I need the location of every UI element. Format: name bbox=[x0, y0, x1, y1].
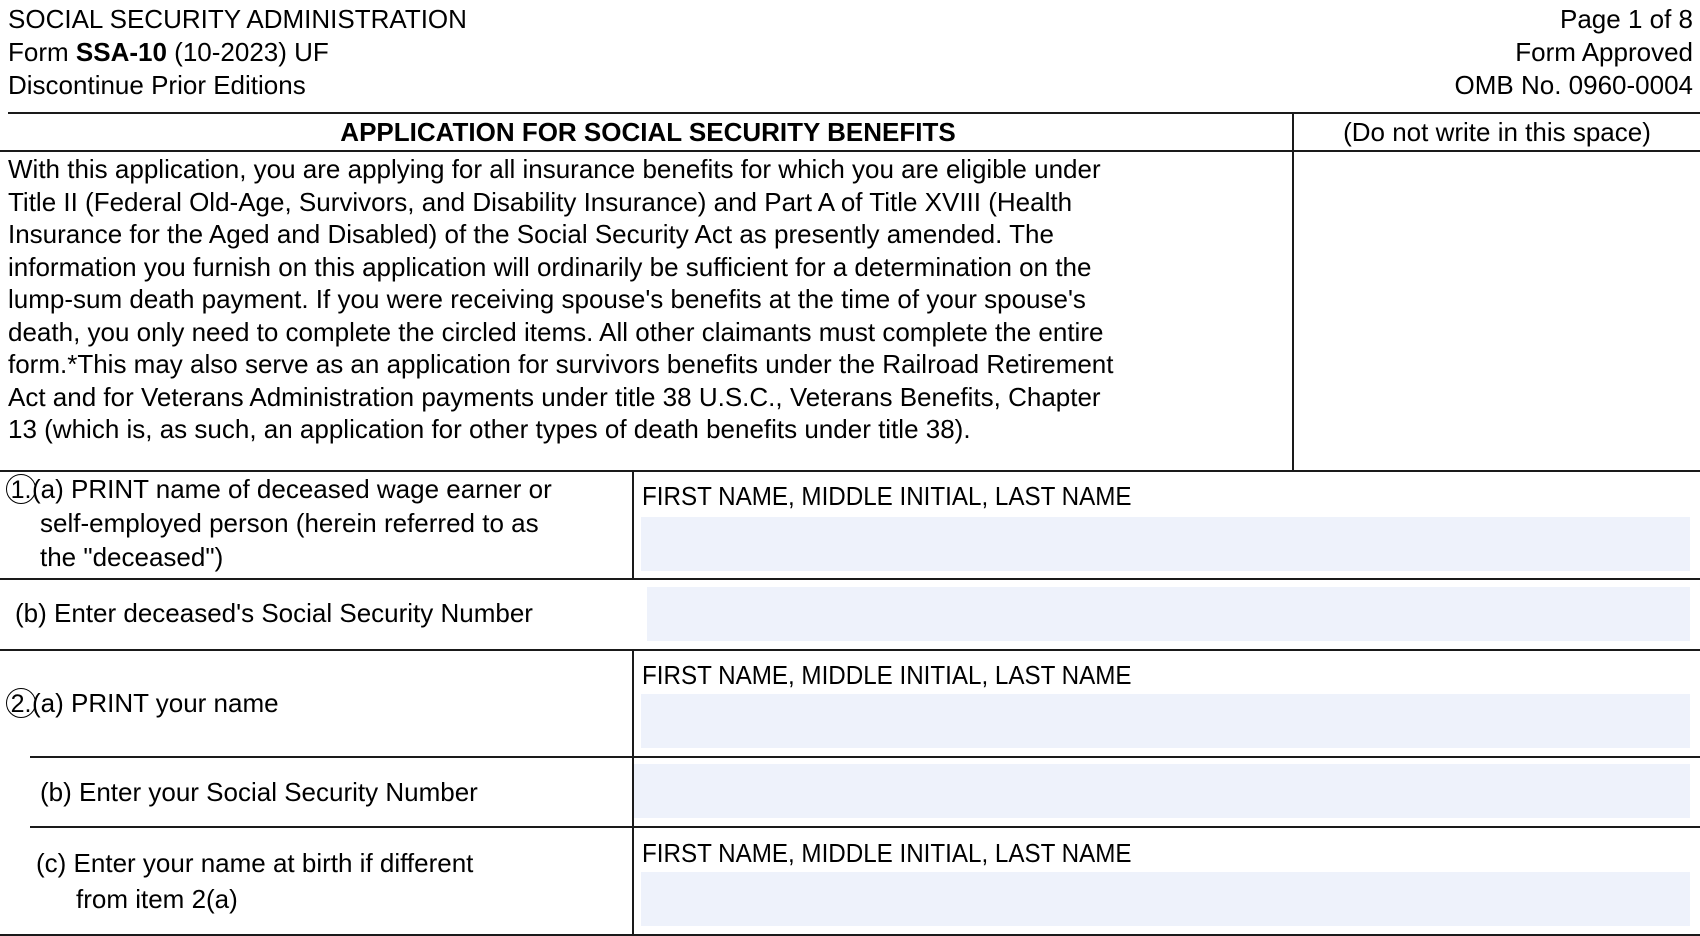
intro-line: Insurance for the Aged and Disabled) of the Social Security Act as presently amended. The bbox=[8, 219, 1054, 249]
discontinue-notice: Discontinue Prior Editions bbox=[8, 70, 306, 100]
circled-item-number: 1. bbox=[6, 474, 36, 504]
intro-line: death, you only need to complete the circled items. All other claimants must complete the entire bbox=[8, 316, 1104, 347]
intro-line: lump-sum death payment. If you were receiving spouse's benefits at the time of your spouse's bbox=[8, 284, 1086, 314]
item-1b-label: (b) Enter deceased's Social Security Number bbox=[15, 598, 533, 628]
circled-item-number: 2. bbox=[6, 688, 36, 718]
item-1a-hint: FIRST NAME, MIDDLE INITIAL, LAST NAME bbox=[642, 481, 1132, 511]
deceased-ssn-input[interactable] bbox=[647, 587, 1690, 641]
row-divider bbox=[0, 649, 1700, 651]
title-divider bbox=[0, 150, 1700, 152]
agency-name: SOCIAL SECURITY ADMINISTRATION bbox=[8, 4, 467, 34]
row-divider bbox=[30, 756, 1700, 758]
office-use-label: (Do not write in this space) bbox=[1343, 117, 1651, 147]
your-ssn-input[interactable] bbox=[634, 764, 1690, 818]
form-suffix: (10-2023) UF bbox=[166, 37, 329, 67]
item-2a-label bbox=[6, 687, 279, 720]
item-2c-label: (c) Enter your name at birth if different bbox=[36, 848, 474, 878]
office-use-divider bbox=[1292, 113, 1294, 471]
intro-line: With this application, you are applying for all insurance benefits for which you are eligible under bbox=[8, 154, 1101, 184]
intro-line: Act and for Veterans Administration payments under title 38 U.S.C., Veterans Benefits, Chapter bbox=[8, 381, 1101, 412]
intro-line: Title II (Federal Old-Age, Survivors, and Disability Insurance) and Part A of Title XVIII (Health bbox=[8, 186, 1073, 217]
item-2b-label: (b) Enter your Social Security Number bbox=[40, 777, 478, 807]
intro-paragraph bbox=[8, 153, 1288, 446]
form-number bbox=[8, 36, 329, 69]
item-1a-label bbox=[6, 473, 552, 506]
row-divider bbox=[0, 578, 1700, 580]
form-id: SSA-10 bbox=[75, 37, 167, 67]
item-1a-line: the "deceased") bbox=[40, 542, 224, 572]
item-2a-hint: FIRST NAME, MIDDLE INITIAL, LAST NAME bbox=[642, 660, 1132, 690]
intro-line: form.*This may also serve as an application for survivors benefits under the Railroad Retirement bbox=[8, 349, 1114, 379]
column-divider bbox=[632, 471, 634, 579]
item-1a-line: self-employed person (herein referred to as bbox=[40, 508, 539, 538]
your-name-input[interactable] bbox=[641, 694, 1690, 748]
form-prefix: Form bbox=[8, 37, 76, 67]
item-1a-line: (a) PRINT name of deceased wage earner or bbox=[32, 474, 552, 504]
deceased-name-input[interactable] bbox=[641, 517, 1690, 571]
row-divider bbox=[30, 826, 1700, 828]
intro-line: 13 (which is, as such, an application for other types of death benefits under title 38). bbox=[8, 414, 971, 444]
page-indicator: Page 1 of 8 bbox=[1560, 4, 1693, 34]
item-2c-label-cont: from item 2(a) bbox=[76, 884, 238, 914]
form-approved: Form Approved bbox=[1515, 37, 1693, 67]
item-2c-hint: FIRST NAME, MIDDLE INITIAL, LAST NAME bbox=[642, 838, 1132, 868]
intro-line: information you furnish on this application will ordinarily be sufficient for a determination on the bbox=[8, 251, 1092, 282]
item-2a-text: (a) PRINT your name bbox=[32, 688, 279, 718]
intro-divider bbox=[0, 470, 1700, 472]
birth-name-input[interactable] bbox=[641, 872, 1690, 926]
form-title: APPLICATION FOR SOCIAL SECURITY BENEFITS bbox=[340, 117, 956, 147]
omb-number: OMB No. 0960-0004 bbox=[1454, 70, 1693, 100]
